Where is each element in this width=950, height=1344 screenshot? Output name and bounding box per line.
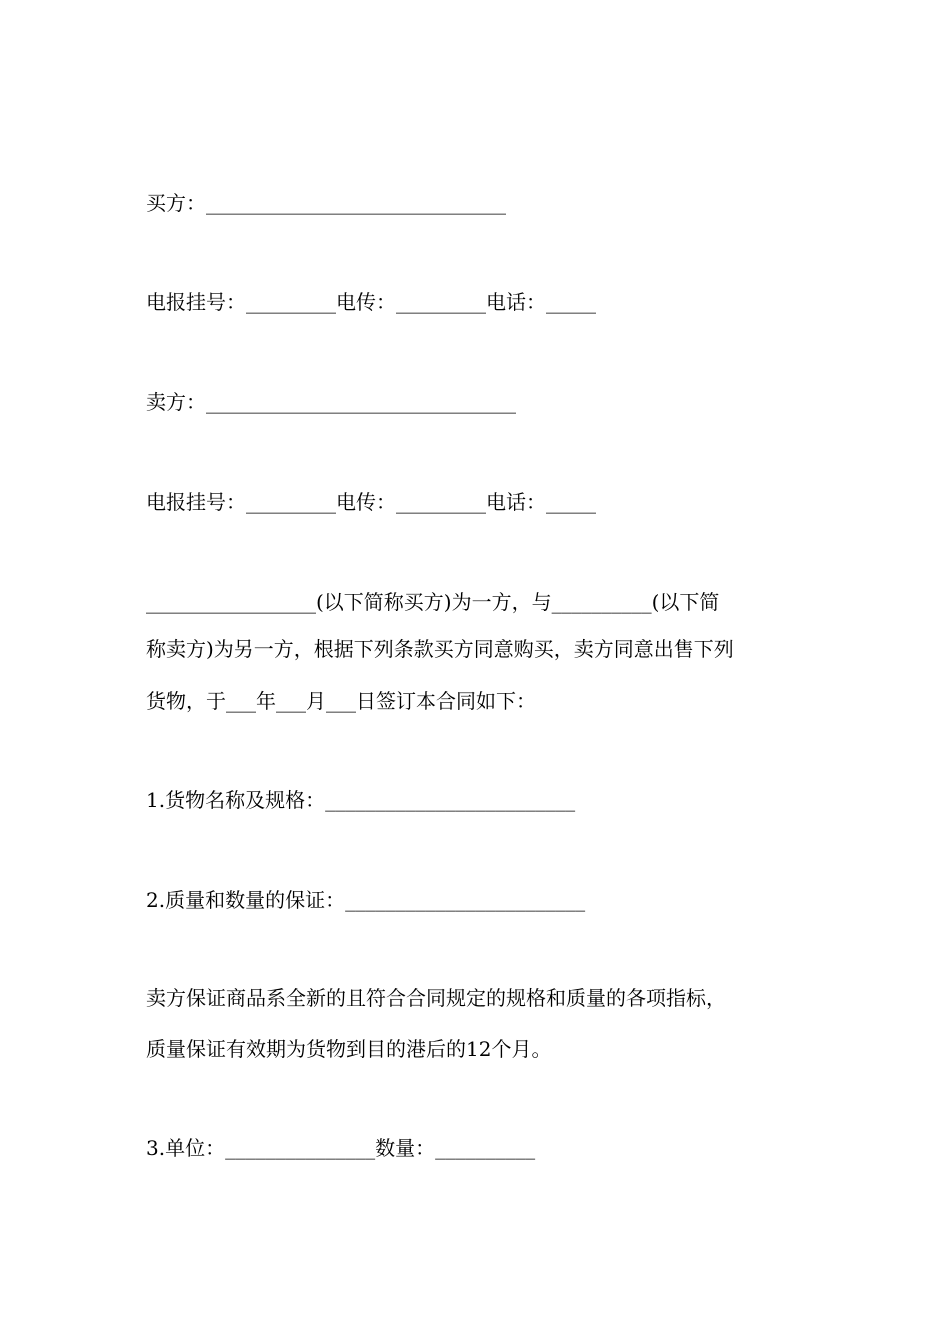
seller-label: 卖方： [146,390,206,414]
seller-blank: _______________________________ [206,390,516,414]
clause-1: 1.货物名称及规格：_________________________ [146,788,576,812]
buyer-telegraph-blank: _________ [246,290,336,314]
seller-row [146,387,806,417]
buyer-blank: ______________________________ [206,191,506,215]
seller-phone-label: 电话： [486,490,546,514]
guarantee-line-2: 质量保证有效期为货物到目的港后的12个月。 [146,1037,552,1061]
buyer-row [146,188,806,218]
buyer-contact-row [146,287,806,317]
buyer-telegraph-label: 电报挂号： [146,290,246,314]
buyer-phone-label: 电话： [486,290,546,314]
clause-2: 2.质量和数量的保证：________________________ [146,888,586,912]
clause-3: 3.单位：_______________数量：__________ [146,1136,536,1160]
seller-fax-blank: _________ [396,490,486,514]
guarantee-line-1: 卖方保证商品系全新的且符合合同规定的规格和质量的各项指标， [146,986,726,1010]
seller-contact-row [146,487,806,517]
seller-telegraph-label: 电报挂号： [146,490,246,514]
intro-line-1: _________________(以下简称买方)为一方，与__________(以下简 [146,590,720,614]
buyer-fax-blank: _________ [396,290,486,314]
seller-phone-blank: _____ [546,490,596,514]
buyer-phone-blank: _____ [546,290,596,314]
buyer-label: 买方： [146,191,206,215]
intro-line-3: 货物，于___年___月___日签订本合同如下： [146,689,536,713]
seller-telegraph-blank: _________ [246,490,336,514]
buyer-fax-label: 电传： [336,290,396,314]
intro-line-2: 称卖方)为另一方，根据下列条款买方同意购买，卖方同意出售下列 [146,637,734,661]
seller-fax-label: 电传： [336,490,396,514]
